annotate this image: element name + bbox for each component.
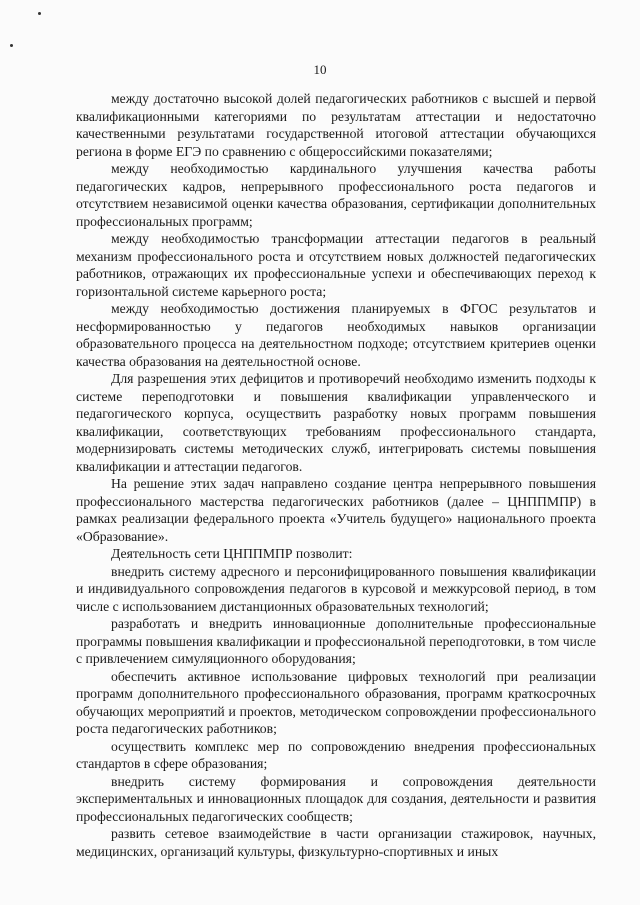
paragraph: внедрить систему формирования и сопровождения деятельности экспериментальных и инновационных площадок для создания, деятельности и развития профессиональных педагогических сообществ; — [76, 773, 596, 824]
paragraph: между необходимостью кардинального улучшения качества работы педагогических кадров, непрерывного профессионального роста педагогов и отсутствием независимой оценки качества образования, сертификации дополнительных профессиональных программ; — [76, 161, 596, 229]
body-text — [76, 90, 596, 860]
paragraph: между необходимостью достижения планируемых в ФГОС результатов и несформированностью у педагогов необходимых навыков организации образовательного процесса на деятельностном подходе; отсутствием критериев оценки качества образования на деятельностной основе. — [76, 301, 596, 369]
paragraph: между достаточно высокой долей педагогических работников с высшей и первой квалификационными категориями по результатам аттестации и недостаточно качественными результатами государственной итоговой аттестации обучающихся региона в форме ЕГЭ по сравнению с общероссийскими показателями; — [76, 91, 596, 159]
scan-speck — [10, 44, 13, 47]
paragraph: внедрить систему адресного и персонифицированного повышения квалификации и индивидуального сопровождения педагогов в курсовой и межкурсовой период, в том числе с использованием дистанционных образовательных технологий; — [76, 563, 596, 614]
paragraph: На решение этих задач направлено создание центра непрерывного повышения профессионального мастерства педагогических работников (далее – ЦНППМПР) в рамках реализации федерального проекта «Учитель будущего» национального проекта «Образование». — [76, 476, 596, 544]
paragraph: Для разрешения этих дефицитов и противоречий необходимо изменить подходы к системе переподготовки и повышения квалификации управленческого и педагогического корпуса, осуществить разработку новых программ повышения квалификации, соответствующих требованиям профессионального стандарта, модернизировать системы методических служб, интегрировать системы повышения квалификации и аттестации педагогов. — [76, 371, 596, 474]
paragraph: между необходимостью трансформации аттестации педагогов в реальный механизм профессионального роста и отсутствием новых должностей педагогических работников, отражающих их профессиональные успехи и обеспечивающих переход к горизонтальной системе карьерного роста; — [76, 231, 596, 299]
paragraph: развить сетевое взаимодействие в части организации стажировок, научных, медицинских, организаций культуры, физкультурно-спортивных и иных — [76, 826, 596, 859]
scan-speck — [38, 12, 41, 15]
paragraph: Деятельность сети ЦНППМПР позволит: — [111, 546, 353, 561]
page-number: 10 — [313, 62, 327, 77]
paragraph: разработать и внедрить инновационные дополнительные профессиональные программы повышения квалификации и профессиональной переподготовки, в том числе с привлечением симуляционного оборудования; — [76, 616, 596, 666]
paragraph: осуществить комплекс мер по сопровождению внедрения профессиональных стандартов в сфере образования; — [76, 738, 596, 771]
paragraph: обеспечить активное использование цифровых технологий при реализации программ дополнительного профессионального образования, программ краткосрочных обучающих мероприятий и проектов, методическом сопровождении профессионального роста педагогических работников; — [76, 668, 596, 736]
